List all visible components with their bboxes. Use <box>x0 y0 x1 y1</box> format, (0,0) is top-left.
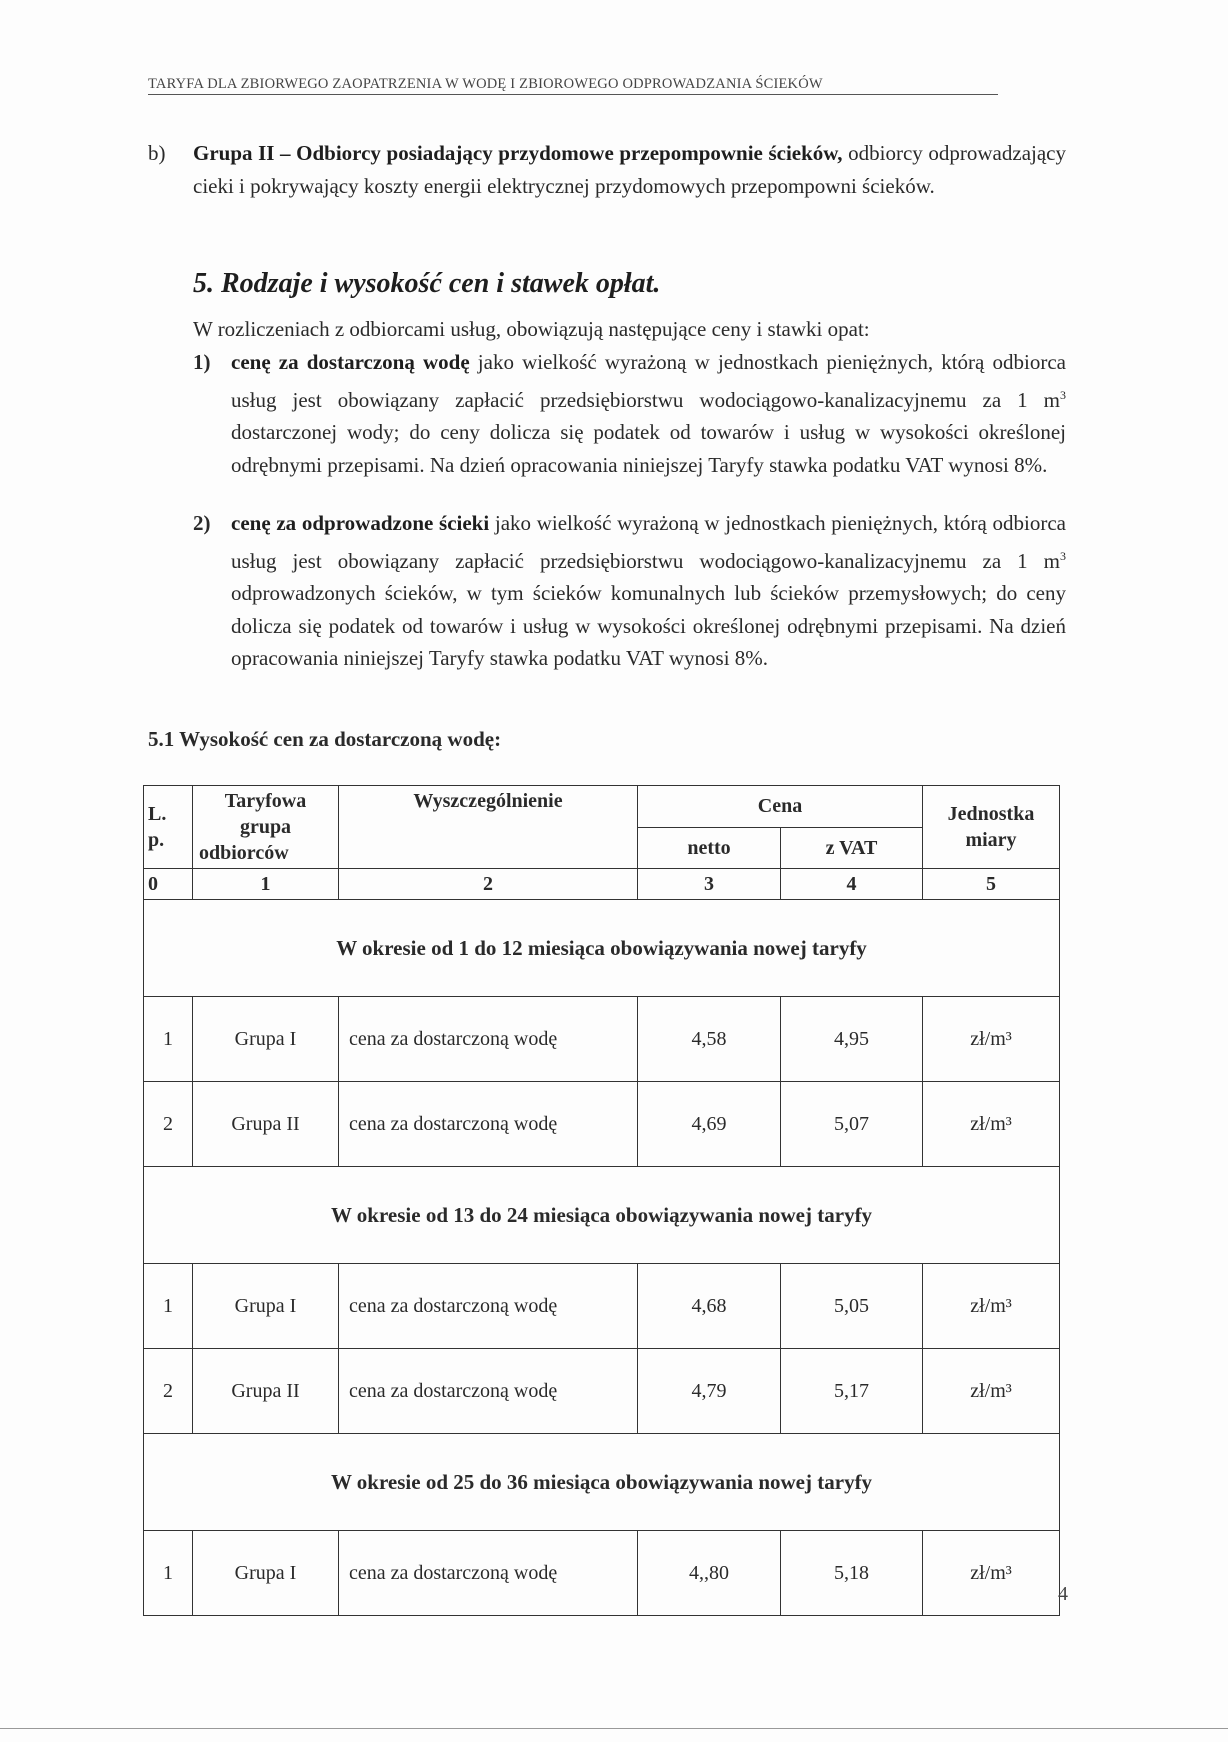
lp-header-line1: L. <box>148 803 167 825</box>
cell-unit: zł/m³ <box>923 1349 1060 1434</box>
section-intro: W rozliczeniach z odbiorcami usług, obowiązują następujące ceny i stawki opat: <box>193 317 870 341</box>
cell-lp: 2 <box>144 1082 193 1167</box>
table-row <box>144 997 1060 1082</box>
cell-vat: 5,05 <box>781 1264 923 1349</box>
cell-group: Grupa I <box>193 997 339 1082</box>
column-number-row <box>144 869 1060 900</box>
cell-unit: zł/m³ <box>923 1264 1060 1349</box>
period-title: W okresie od 1 do 12 miesiąca obowiązywania nowej taryfy <box>144 900 1060 997</box>
item1-sup: 3 <box>1060 387 1066 402</box>
colnum-4: 4 <box>781 869 923 900</box>
cell-group: Grupa II <box>193 1082 339 1167</box>
cell-net: 4,68 <box>638 1264 781 1349</box>
group2-text: odbiorcy odprowadzający cieki i pokrywający koszty energii elektrycznej przydomowych przepompowni ścieków. <box>193 141 1066 198</box>
page-number: 4 <box>1058 1583 1068 1605</box>
colnum-5: 5 <box>923 869 1060 900</box>
net-header: netto <box>638 827 781 869</box>
cell-net: 4,58 <box>638 997 781 1082</box>
period-row <box>144 1167 1060 1264</box>
unit-header-line1: Jednostka <box>947 803 1035 825</box>
item1-text1: jako wielkość wyrażoną w jednostkach pieniężnych, którą odbiorca usług jest obowiązany zapłacić przedsiębiorstwu wodociągowo-kanalizacyjnemu za 1 m <box>231 350 1066 412</box>
cell-vat: 5,18 <box>781 1531 923 1616</box>
cell-lp: 1 <box>144 1264 193 1349</box>
price-table <box>143 785 1060 1616</box>
item2-text2: odprowadzonych ścieków, w tym ścieków komunalnych lub ścieków przemysłowych; do ceny dolicza się podatek od towarów i usług w wysokości określonej odrębnymi przepisami. Na dzień opracowania niniejszej Taryfy stawka podatku VAT wynosi 8%. <box>231 581 1066 670</box>
group2-bold: Grupa II – Odbiorcy posiadający przydomowe przepompownie ścieków, <box>193 141 843 165</box>
item2-text1: jako wielkość wyrażoną w jednostkach pieniężnych, którą odbiorca usług jest obowiązany zapłacić przedsiębiorstwu wodociągowo-kanalizacyjnemu za 1 m <box>231 511 1066 573</box>
cell-unit: zł/m³ <box>923 1531 1060 1616</box>
item1-paragraph <box>231 346 1066 481</box>
period-title: W okresie od 13 do 24 miesiąca obowiązywania nowej taryfy <box>144 1167 1060 1264</box>
item2-bold: cenę za odprowadzone ścieki <box>231 511 490 535</box>
running-header: TARYFA DLA ZBIORWEGO ZAOPATRZENIA W WODĘ I ZBIOROWEGO ODPROWADZANIA ŚCIEKÓW <box>148 76 998 95</box>
lp-header <box>144 786 193 869</box>
period-row <box>144 900 1060 997</box>
subsection-title: 5.1 Wysokość cen za dostarczoną wodę: <box>148 727 502 751</box>
unit-header-line2: miary <box>965 829 1017 851</box>
item2-paragraph <box>231 507 1066 675</box>
colnum-2: 2 <box>339 869 638 900</box>
item2-number: 2) <box>193 511 211 535</box>
group2-label: b) <box>148 141 166 165</box>
cell-desc: cena za dostarczoną wodę <box>339 1264 638 1349</box>
cell-group: Grupa II <box>193 1349 339 1434</box>
item1-text2: dostarczonej wody; do ceny dolicza się podatek od towarów i usług w wysokości określonej odrębnymi przepisami. Na dzień opracowania niniejszej Taryfy stawka podatku VAT wynosi 8%. <box>231 420 1066 477</box>
cell-unit: zł/m³ <box>923 1082 1060 1167</box>
desc-header: Wyszczególnienie <box>339 786 638 869</box>
group2-paragraph <box>193 137 1066 202</box>
cell-lp: 1 <box>144 1531 193 1616</box>
section-title: 5. Rodzaje i wysokość cen i stawek opłat. <box>193 268 661 299</box>
cell-vat: 4,95 <box>781 997 923 1082</box>
cell-desc: cena za dostarczoną wodę <box>339 1082 638 1167</box>
period-title: W okresie od 25 do 36 miesiąca obowiązywania nowej taryfy <box>144 1434 1060 1531</box>
vat-header: z VAT <box>781 827 923 869</box>
cell-desc: cena za dostarczoną wodę <box>339 1531 638 1616</box>
cell-lp: 2 <box>144 1349 193 1434</box>
cell-unit: zł/m³ <box>923 997 1060 1082</box>
scan-edge-line <box>0 1728 1228 1729</box>
cell-lp: 1 <box>144 997 193 1082</box>
cell-net: 4,69 <box>638 1082 781 1167</box>
group-header-line2: odbiorców <box>199 842 289 864</box>
group-header-line1: Taryfowa grupa <box>224 790 307 838</box>
cell-vat: 5,07 <box>781 1082 923 1167</box>
cell-net: 4,,80 <box>638 1531 781 1616</box>
cell-desc: cena za dostarczoną wodę <box>339 1349 638 1434</box>
unit-header <box>923 786 1060 869</box>
table-row <box>144 1264 1060 1349</box>
colnum-1: 1 <box>193 869 339 900</box>
item1-number: 1) <box>193 350 211 374</box>
cell-desc: cena za dostarczoną wodę <box>339 997 638 1082</box>
table-row <box>144 1349 1060 1434</box>
cell-vat: 5,17 <box>781 1349 923 1434</box>
cell-group: Grupa I <box>193 1264 339 1349</box>
cell-net: 4,79 <box>638 1349 781 1434</box>
item2-sup: 3 <box>1060 548 1066 563</box>
colnum-0: 0 <box>144 869 193 900</box>
group-header <box>193 786 339 869</box>
price-header: Cena <box>638 786 923 828</box>
header-row-1 <box>144 786 1060 828</box>
period-row <box>144 1434 1060 1531</box>
cell-group: Grupa I <box>193 1531 339 1616</box>
lp-header-line2: p. <box>148 829 165 851</box>
colnum-3: 3 <box>638 869 781 900</box>
item1-bold: cenę za dostarczoną wodę <box>231 350 470 374</box>
table-row <box>144 1531 1060 1616</box>
table-row <box>144 1082 1060 1167</box>
